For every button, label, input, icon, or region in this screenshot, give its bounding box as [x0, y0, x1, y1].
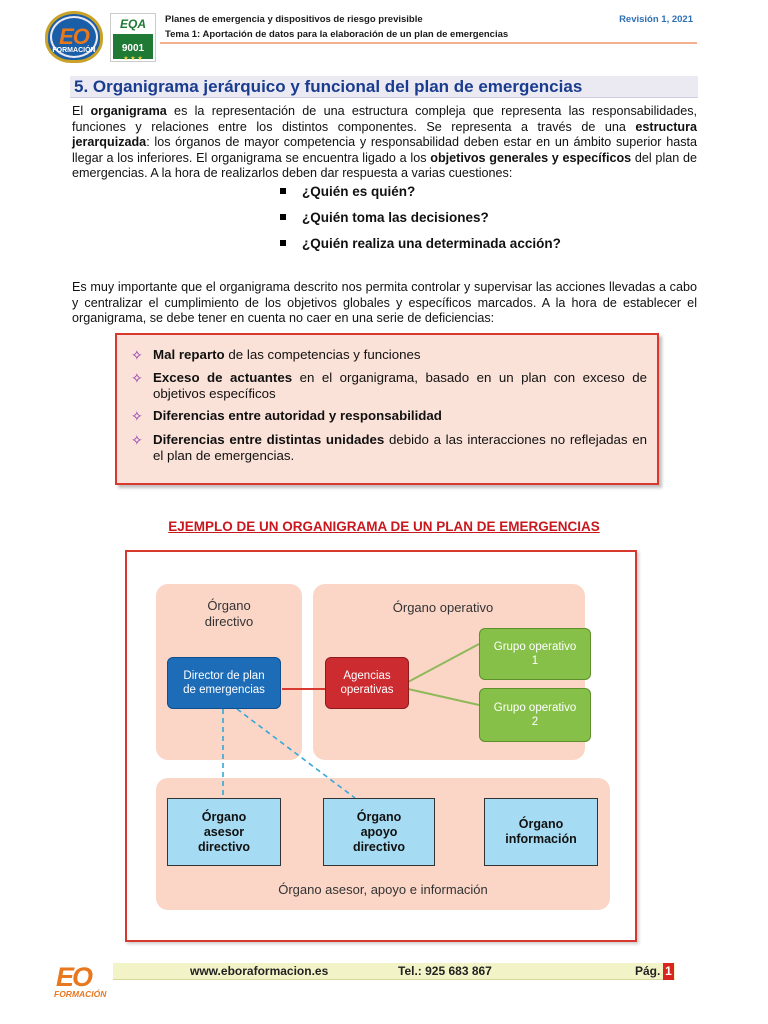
footer-bar: [113, 963, 675, 980]
deficiency-bold: Exceso de actuantes: [153, 370, 293, 385]
document-header: [160, 13, 697, 44]
node-text: 1: [531, 655, 539, 667]
connector-agencias-grupo2: [408, 689, 479, 705]
list-item: [280, 184, 561, 210]
square-bullet-icon: [280, 240, 286, 246]
deficiency-text: de las competencias y funciones: [224, 347, 421, 362]
question-text: ¿Quién realiza una determinada acción?: [302, 236, 561, 251]
para1-text-1: El: [72, 104, 91, 118]
footer-logo-sub: FORMACIÓN: [54, 989, 107, 999]
footer-logo-eo: EO: [56, 962, 92, 992]
deficiency-item: [131, 408, 647, 424]
logo-eo-text: EO: [59, 24, 89, 49]
square-bullet-icon: [280, 188, 286, 194]
eo-formacion-logo: [45, 11, 103, 63]
header-revision: Revisión 1, 2021: [619, 14, 693, 25]
node-grupo-operativo-1: [479, 628, 591, 680]
node-text: directivo: [352, 839, 406, 854]
node-text: operativas: [340, 684, 394, 696]
label-line: Órgano: [207, 598, 251, 613]
eqa-stars-icon: ★ ★ ★: [123, 56, 143, 62]
node-organo-apoyo-directivo: [323, 798, 435, 866]
diamond-star-icon: ✧: [131, 370, 143, 386]
eqa-text: EQA: [119, 17, 146, 31]
org-chart-figure: [125, 550, 637, 942]
deficiency-item: [131, 347, 647, 363]
eqa-certification-logo: [110, 13, 156, 62]
page-number: 1: [663, 963, 674, 980]
para1-bold-3: objetivos generales y específicos: [430, 150, 632, 165]
list-item: [280, 236, 561, 262]
para1-text-2: es la representación de una estructura compleja que representa las responsabilidades, funciones y relaciones entre los distintos componentes. Se representa a través de una: [72, 104, 697, 134]
footer-page-label: Pág.: [635, 964, 661, 978]
node-text: Grupo operativo: [493, 702, 577, 714]
deficiency-text: en el organigrama, basado en un plan con exceso de objetivos específicos: [153, 370, 647, 401]
footer-website: www.eboraformacion.es: [190, 964, 329, 978]
deficiency-item: [131, 432, 647, 464]
deficiency-item: [131, 370, 647, 402]
node-text: de emergencias: [183, 684, 265, 696]
question-text: ¿Quién es quién?: [302, 184, 416, 199]
node-text: Agencias: [343, 670, 391, 682]
deficiency-text: debido a las interacciones no reflejadas en el plan de emergencias.: [153, 432, 647, 463]
eqa-iso-number: 9001: [121, 43, 145, 54]
square-bullet-icon: [280, 214, 286, 220]
example-title: EJEMPLO DE UN ORGANIGRAMA DE UN PLAN DE EMERGENCIAS: [168, 519, 600, 534]
diamond-star-icon: ✧: [131, 347, 143, 363]
questions-list: [280, 184, 561, 262]
node-agencias-operativas: [325, 657, 409, 709]
connector-agencias-grupo1: [408, 644, 479, 682]
node-text: Director de plan: [183, 670, 265, 682]
para1-text-3: : los órganos de mayor competencia y responsabilidad deben estar en un ámbito superior hasta llegar a los inferiores. El organigrama se encuentra ligado a los: [72, 135, 697, 165]
intro-paragraph: [72, 104, 697, 182]
label-line: directivo: [204, 614, 254, 629]
node-grupo-operativo-2: [479, 688, 591, 742]
node-director-plan: [167, 657, 281, 709]
deficiencies-intro-paragraph: Es muy importante que el organigrama descrito nos permita controlar y supervisar las acciones llevadas a cabo y centralizar el cumplimiento de los objetivos globales y específicos marcados. A la hora de establecer el organigrama, se debe tener en cuenta no caer en una serie de deficiencias:: [72, 280, 697, 325]
question-text: ¿Quién toma las decisiones?: [302, 210, 489, 225]
list-item: [280, 210, 561, 236]
deficiency-bold: Diferencias entre autoridad y responsabilidad: [153, 408, 442, 423]
label-organo-directivo: [156, 598, 302, 630]
node-text: Órgano: [518, 817, 564, 831]
para1-text-4: del plan de emergencias. A la hora de realizarlos deben dar respuesta a varias cuestiones:: [72, 150, 697, 180]
node-text: Órgano: [201, 809, 247, 824]
label-organo-operativo: Órgano operativo: [392, 600, 494, 615]
node-text: asesor: [203, 824, 245, 839]
header-course-title: Planes de emergencia y dispositivos de riesgo previsible: [165, 14, 423, 25]
node-text: Grupo operativo: [493, 641, 577, 653]
header-topic-title: Tema 1: Aportación de datos para la elaboración de un plan de emergencias: [165, 29, 509, 40]
section-title: 5. Organigrama jerárquico y funcional del plan de emergencias: [70, 76, 698, 98]
node-text: apoyo: [360, 824, 398, 839]
node-text: directivo: [197, 839, 251, 854]
footer-phone: Tel.: 925 683 867: [398, 964, 492, 978]
diamond-star-icon: ✧: [131, 432, 143, 448]
node-organo-asesor-directivo: [167, 798, 281, 866]
eqa-iso-badge: [113, 34, 153, 62]
connector-director-apoyo: [237, 709, 355, 798]
node-organo-informacion: [484, 798, 598, 866]
footer-eo-logo: [54, 963, 112, 1003]
label-organo-asesor: Órgano asesor, apoyo e información: [278, 882, 488, 897]
node-text: 2: [531, 716, 539, 728]
deficiency-bold: Diferencias entre distintas unidades: [153, 432, 385, 447]
deficiency-bold: Mal reparto: [153, 347, 225, 362]
logo-eo-sub: FORMACIÓN: [52, 47, 96, 54]
node-text: información: [505, 832, 577, 846]
para1-bold-2: estructura jerarquizada: [72, 119, 697, 149]
diamond-star-icon: ✧: [131, 408, 143, 424]
deficiencies-box: [115, 333, 659, 485]
para1-bold-1: organigrama: [90, 104, 167, 118]
node-text: Órgano: [356, 809, 402, 824]
